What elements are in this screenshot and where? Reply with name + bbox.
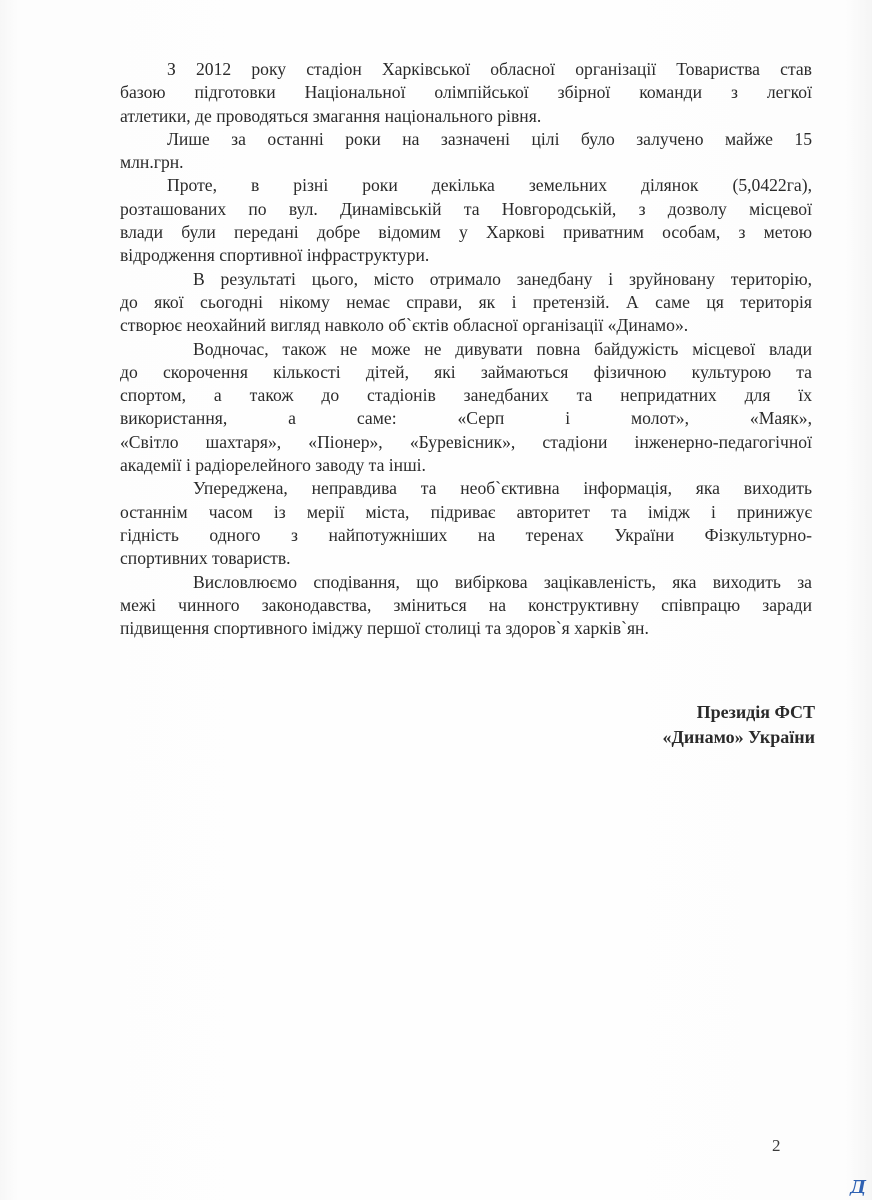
text-line: Висловлюємо сподівання, що вибіркова зацікавленість, яка виходить за bbox=[193, 571, 812, 592]
paragraph bbox=[120, 174, 812, 267]
text-line: Проте, в різні роки декілька земельних ділянок (5,0422га), bbox=[167, 175, 812, 196]
text-line: межі чинного законодавства, зміниться на конструктивну співпрацю заради bbox=[120, 594, 812, 615]
paragraph bbox=[120, 268, 812, 338]
text-line: відродження спортивної інфраструктури. bbox=[120, 245, 430, 266]
signature-line-2: «Динамо» України bbox=[662, 727, 815, 747]
text-line: атлетики, де проводяться змагання національного рівня. bbox=[120, 105, 542, 126]
signature-line-1: Президія ФСТ bbox=[696, 702, 815, 722]
text-line: спортивних товариств. bbox=[120, 548, 291, 569]
text-line: базою підготовки Національної олімпійської збірної команди з легкої bbox=[120, 82, 812, 103]
text-line: створює неохайний вигляд навколо об`єктів обласної організації «Динамо». bbox=[120, 315, 689, 336]
text-line: до якої сьогодні нікому немає справи, як і претензій. А саме ця територія bbox=[120, 291, 812, 312]
text-line: Упереджена, неправдива та необ`єктивна інформація, яка виходить bbox=[193, 478, 812, 499]
paragraph bbox=[120, 338, 812, 478]
paragraph bbox=[120, 571, 812, 641]
text-line: влади були передані добре відомим у Харкові приватним особам, з метою bbox=[120, 222, 812, 243]
text-line: підвищення спортивного іміджу першої столиці та здоров`я харків`ян. bbox=[120, 618, 649, 639]
text-line: гідність одного з найпотужніших на теренах України Фізкультурно- bbox=[120, 524, 812, 545]
signature-block bbox=[600, 700, 815, 750]
text-line: Водночас, також не може не дивувати повна байдужість місцевої влади bbox=[193, 338, 812, 359]
text-line: млн.грн. bbox=[120, 152, 184, 173]
text-line: З 2012 року стадіон Харківської обласної організації Товариства став bbox=[167, 59, 812, 79]
text-line: останнім часом із мерії міста, підриває авторитет та імідж і принижує bbox=[120, 501, 812, 522]
text-line: до скорочення кількості дітей, які займаються фізичною культурою та bbox=[120, 361, 812, 382]
text-line: розташованих по вул. Динамівській та Новгородській, з дозволу місцевої bbox=[120, 198, 812, 219]
document-body bbox=[120, 58, 812, 640]
text-line: «Світло шахтаря», «Піонер», «Буревісник», стадіони інженерно-педагогічної bbox=[120, 431, 812, 452]
text-line: В результаті цього, місто отримало занедбану і зруйновану територію, bbox=[193, 268, 812, 289]
paragraph bbox=[120, 477, 812, 570]
page-number: 2 bbox=[772, 1136, 781, 1155]
text-line: академії і радіорелейного заводу та інші. bbox=[120, 455, 426, 476]
text-line: спортом, а також до стадіонів занедбаних та непридатних для їх bbox=[120, 385, 812, 406]
paragraph bbox=[120, 128, 812, 175]
paragraph bbox=[120, 58, 812, 128]
text-line: використання, а саме: «Серп і молот», «Маяк», bbox=[120, 408, 812, 429]
dynamo-logo-icon: Д bbox=[850, 1177, 867, 1198]
text-line: Лише за останні роки на зазначені цілі було залучено майже 15 bbox=[167, 128, 812, 149]
